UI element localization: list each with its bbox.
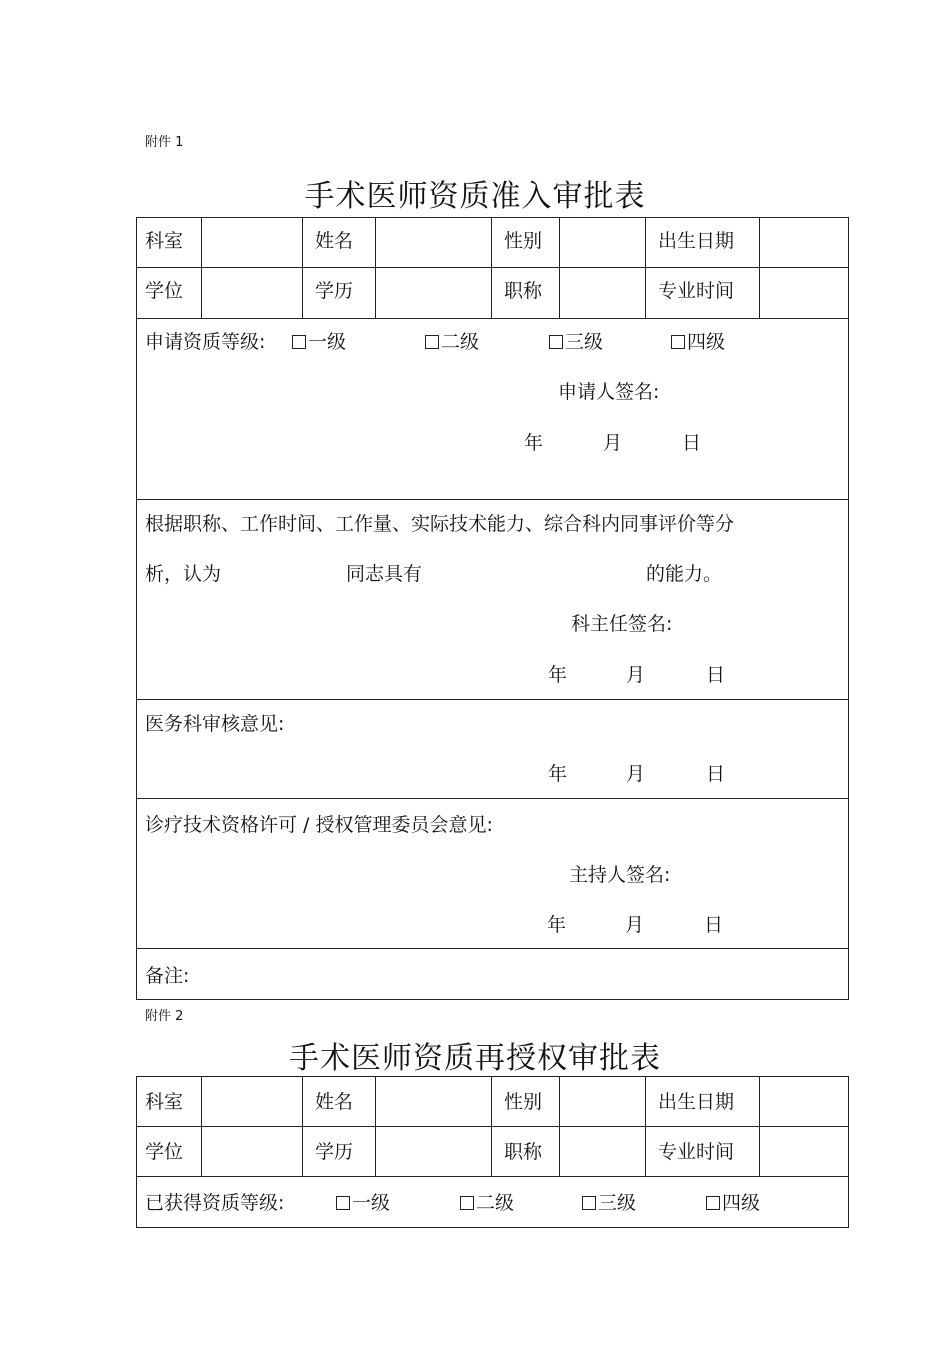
name-field[interactable]	[377, 1078, 489, 1124]
committee-opinion-label: 诊疗技术资格许可 / 授权管理委员会意见:	[145, 814, 493, 836]
divider	[559, 217, 560, 318]
label-name: 姓名	[315, 1091, 354, 1113]
date-month: 月	[625, 914, 645, 936]
medical-affairs-label: 医务科审核意见:	[145, 713, 285, 735]
gender-field[interactable]	[561, 1078, 643, 1124]
label-department: 科室	[145, 1091, 184, 1113]
opinion-text-line2b: 同志具有	[346, 563, 423, 585]
label-degree: 学位	[145, 280, 184, 302]
divider	[136, 1176, 849, 1177]
divider	[201, 1076, 202, 1176]
level-option-2[interactable]: 二级	[460, 1192, 514, 1214]
divider	[645, 1076, 646, 1176]
checkbox-icon[interactable]	[425, 335, 439, 349]
label-education: 学历	[315, 280, 354, 302]
checkbox-icon[interactable]	[671, 335, 685, 349]
opinion-text-line1: 根据职称、工作时间、工作量、实际技术能力、综合科内同事评价等分	[145, 513, 735, 535]
label-name: 姓名	[315, 230, 354, 252]
label-education: 学历	[315, 1141, 354, 1163]
divider	[491, 1076, 492, 1176]
obtained-level-label: 已获得资质等级:	[145, 1192, 285, 1214]
title-field[interactable]	[561, 1128, 643, 1174]
divider	[491, 217, 492, 318]
label-birthdate: 出生日期	[658, 230, 735, 252]
divider	[136, 267, 849, 268]
label-professional-years: 专业时间	[658, 280, 735, 302]
name-field[interactable]	[377, 219, 489, 265]
level-option-1[interactable]: 一级	[292, 331, 346, 353]
divider	[375, 217, 376, 318]
label-professional-years: 专业时间	[658, 1141, 735, 1163]
date-year: 年	[548, 664, 568, 686]
applicant-signature-label: 申请人签名:	[558, 381, 660, 403]
opinion-text-line2a: 析，认为	[145, 563, 222, 585]
form-title-2: 手术医师资质再授权审批表	[289, 1041, 661, 1076]
professional-years-field[interactable]	[761, 269, 847, 316]
divider	[136, 948, 849, 949]
checkbox-icon[interactable]	[706, 1196, 720, 1210]
divider	[302, 217, 303, 318]
label-title: 职称	[504, 1141, 543, 1163]
host-signature-label: 主持人签名:	[569, 864, 671, 886]
divider	[759, 1076, 760, 1176]
date-day: 日	[704, 914, 724, 936]
divider	[302, 1076, 303, 1176]
date-day: 日	[682, 432, 702, 454]
opinion-text-line2c: 的能力。	[646, 563, 723, 585]
label-birthdate: 出生日期	[658, 1091, 735, 1113]
checkbox-icon[interactable]	[336, 1196, 350, 1210]
degree-field[interactable]	[203, 269, 300, 316]
degree-field[interactable]	[203, 1128, 300, 1174]
level-option-2[interactable]: 二级	[425, 331, 479, 353]
date-month: 月	[626, 664, 646, 686]
title-field[interactable]	[561, 269, 643, 316]
date-day: 日	[706, 763, 726, 785]
education-field[interactable]	[377, 269, 489, 316]
divider	[136, 318, 849, 319]
divider	[759, 217, 760, 318]
divider	[136, 499, 849, 500]
divider	[136, 798, 849, 799]
checkbox-icon[interactable]	[292, 335, 306, 349]
date-month: 月	[603, 432, 623, 454]
birthdate-field[interactable]	[761, 219, 847, 265]
divider	[136, 699, 849, 700]
label-gender: 性别	[504, 230, 543, 252]
birthdate-field[interactable]	[761, 1078, 847, 1124]
label-department: 科室	[145, 230, 184, 252]
divider	[201, 217, 202, 318]
divider	[645, 217, 646, 318]
divider	[375, 1076, 376, 1176]
label-gender: 性别	[504, 1091, 543, 1113]
label-title: 职称	[504, 280, 543, 302]
attachment-label-1: 附件 1	[145, 135, 184, 150]
gender-field[interactable]	[561, 219, 643, 265]
professional-years-field[interactable]	[761, 1128, 847, 1174]
date-day: 日	[706, 664, 726, 686]
level-option-4[interactable]: 四级	[706, 1192, 760, 1214]
education-field[interactable]	[377, 1128, 489, 1174]
department-field[interactable]	[203, 1078, 300, 1124]
level-option-3[interactable]: 三级	[582, 1192, 636, 1214]
date-year: 年	[524, 432, 544, 454]
form-title-1: 手术医师资质准入审批表	[304, 179, 646, 214]
divider	[559, 1076, 560, 1176]
date-year: 年	[547, 914, 567, 936]
director-signature-label: 科主任签名:	[571, 613, 673, 635]
remarks-label: 备注:	[145, 965, 190, 987]
apply-level-label: 申请资质等级:	[145, 331, 266, 353]
label-degree: 学位	[145, 1141, 184, 1163]
date-year: 年	[548, 763, 568, 785]
level-option-1[interactable]: 一级	[336, 1192, 390, 1214]
divider	[136, 1126, 849, 1127]
level-option-4[interactable]: 四级	[671, 331, 725, 353]
level-option-3[interactable]: 三级	[549, 331, 603, 353]
department-field[interactable]	[203, 219, 300, 265]
attachment-label-2: 附件 2	[145, 1009, 184, 1024]
checkbox-icon[interactable]	[582, 1196, 596, 1210]
date-month: 月	[626, 763, 646, 785]
checkbox-icon[interactable]	[460, 1196, 474, 1210]
checkbox-icon[interactable]	[549, 335, 563, 349]
